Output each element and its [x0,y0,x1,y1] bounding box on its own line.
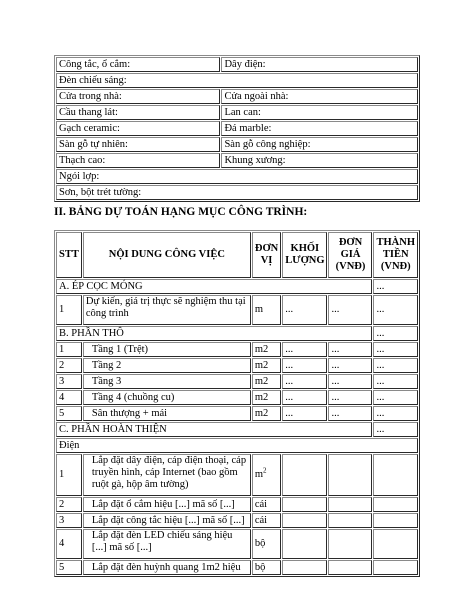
table-row [56,390,418,405]
table-row [56,153,418,168]
unit-cell: cái [252,497,281,512]
quantity-cell: ... [282,295,327,325]
table-row [56,57,418,72]
total-cell: ... [373,295,418,325]
quantity-cell [282,497,327,512]
material-cell: Sàn gỗ công nghiệp: [221,137,418,152]
subsection-label: Điện [56,438,418,453]
unit-cell [252,454,281,496]
unit-cell: bộ [252,560,281,575]
table-row [56,454,418,496]
material-cell: Khung xương: [221,153,418,168]
total-cell: ... [373,390,418,405]
unit-cell: m2 [252,358,281,373]
subsection-row [56,438,418,453]
unit-cell: bộ [252,529,281,559]
stt-cell: 3 [56,513,82,528]
material-cell: Ngói lợp: [56,169,418,184]
table-row [56,295,418,325]
total-cell [373,513,418,528]
header-content: NỘI DUNG CÔNG VIỆC [83,232,251,278]
total-cell [373,454,418,496]
stt-cell: 1 [56,454,82,496]
table-row [56,89,418,104]
quantity-cell [282,513,327,528]
table-row [56,185,418,200]
quantity-cell: ... [282,406,327,421]
total-cell: ... [373,342,418,357]
stt-cell: 1 [56,295,82,325]
section-label: A. ÉP CỌC MÓNG [56,279,372,294]
quantity-cell: ... [282,374,327,389]
table-row [56,73,418,88]
materials-table [54,55,420,202]
material-cell: Công tắc, ổ cắm: [56,57,220,72]
material-cell: Sơn, bột trét tường: [56,185,418,200]
header-stt: STT [56,232,82,278]
quantity-cell: ... [282,358,327,373]
price-cell: ... [328,295,372,325]
material-cell: Lan can: [221,105,418,120]
stt-cell: 2 [56,358,82,373]
table-row [56,121,418,136]
section-row [56,279,418,294]
material-cell: Thạch cao: [56,153,220,168]
quantity-cell [282,560,327,575]
unit-cell: m2 [252,390,281,405]
table-row [56,342,418,357]
table-row [56,406,418,421]
stt-cell: 4 [56,529,82,559]
content-cell: Dự kiến, giá trị thực sẽ nghiệm thu tại công trình [83,295,251,325]
header-quantity: KHỐI LƯỢNG [282,232,327,278]
table-row [56,374,418,389]
content-cell: Lắp đặt đèn LED chiếu sáng hiệu [...] mã số [...] [83,529,251,559]
price-cell [328,529,372,559]
content-cell: Tầng 4 (chuồng cu) [83,390,251,405]
content-cell: Sân thượng + mái [83,406,251,421]
estimate-table [54,230,420,577]
price-cell [328,454,372,496]
total-cell [373,497,418,512]
material-cell: Đèn chiếu sáng: [56,73,418,88]
content-cell: Tầng 1 (Trệt) [83,342,251,357]
material-cell: Đá marble: [221,121,418,136]
header-unit: ĐƠN VỊ [252,232,281,278]
material-cell: Cửa ngoài nhà: [221,89,418,104]
total-cell: ... [373,358,418,373]
stt-cell: 4 [56,390,82,405]
content-cell: Lắp đặt dây điện, cáp điện thoại, cáp truyền hình, cáp Internet (bao gồm ruột gà, hộp âm tường) [83,454,251,496]
table-header-row [56,232,418,278]
section-title: II. BẢNG DỰ TOÁN HẠNG MỤC CÔNG TRÌNH: [54,206,308,218]
price-cell [328,560,372,575]
header-total: THÀNH TIỀN (VNĐ) [373,232,418,278]
stt-cell: 3 [56,374,82,389]
unit-cell: m2 [252,374,281,389]
table-row [56,137,418,152]
section-row [56,326,418,341]
section-label: C. PHẦN HOÀN THIỆN [56,422,372,437]
content-cell: Lắp đặt đèn huỳnh quang 1m2 hiệu [83,560,251,575]
total-cell: ... [373,374,418,389]
material-cell: Dây điện: [221,57,418,72]
stt-cell: 2 [56,497,82,512]
unit-cell: m2 [252,342,281,357]
content-cell: Lắp đặt công tắc hiệu [...] mã số [...] [83,513,251,528]
total-cell: ... [373,279,418,294]
material-cell: Sàn gỗ tự nhiên: [56,137,220,152]
stt-cell: 5 [56,406,82,421]
section-label: B. PHẦN THÔ [56,326,372,341]
quantity-cell: ... [282,342,327,357]
price-cell: ... [328,342,372,357]
price-cell: ... [328,358,372,373]
header-unit-price: ĐƠN GIÁ (VNĐ) [328,232,372,278]
stt-cell: 5 [56,560,82,575]
material-cell: Cửa trong nhà: [56,89,220,104]
table-row [56,513,418,528]
total-cell [373,560,418,575]
quantity-cell: ... [282,390,327,405]
table-row [56,358,418,373]
total-cell: ... [373,422,418,437]
material-cell: Gạch ceramic: [56,121,220,136]
unit-text: m [254,469,264,480]
table-row [56,560,418,575]
unit-superscript: 2 [263,466,267,475]
table-row [56,529,418,559]
price-cell: ... [328,390,372,405]
quantity-cell [282,529,327,559]
content-cell: Tầng 3 [83,374,251,389]
table-row [56,169,418,184]
content-cell: Tầng 2 [83,358,251,373]
price-cell [328,513,372,528]
unit-cell: cái [252,513,281,528]
total-cell [373,529,418,559]
content-cell: Lắp đặt ổ cắm hiệu [...] mã số [...] [83,497,251,512]
unit-cell: m2 [252,406,281,421]
table-row [56,105,418,120]
section-row [56,422,418,437]
stt-cell: 1 [56,342,82,357]
price-cell [328,497,372,512]
price-cell: ... [328,406,372,421]
total-cell: ... [373,406,418,421]
unit-cell: m [252,295,281,325]
table-row [56,497,418,512]
quantity-cell [282,454,327,496]
material-cell: Cầu thang lát: [56,105,220,120]
price-cell: ... [328,374,372,389]
total-cell: ... [373,326,418,341]
